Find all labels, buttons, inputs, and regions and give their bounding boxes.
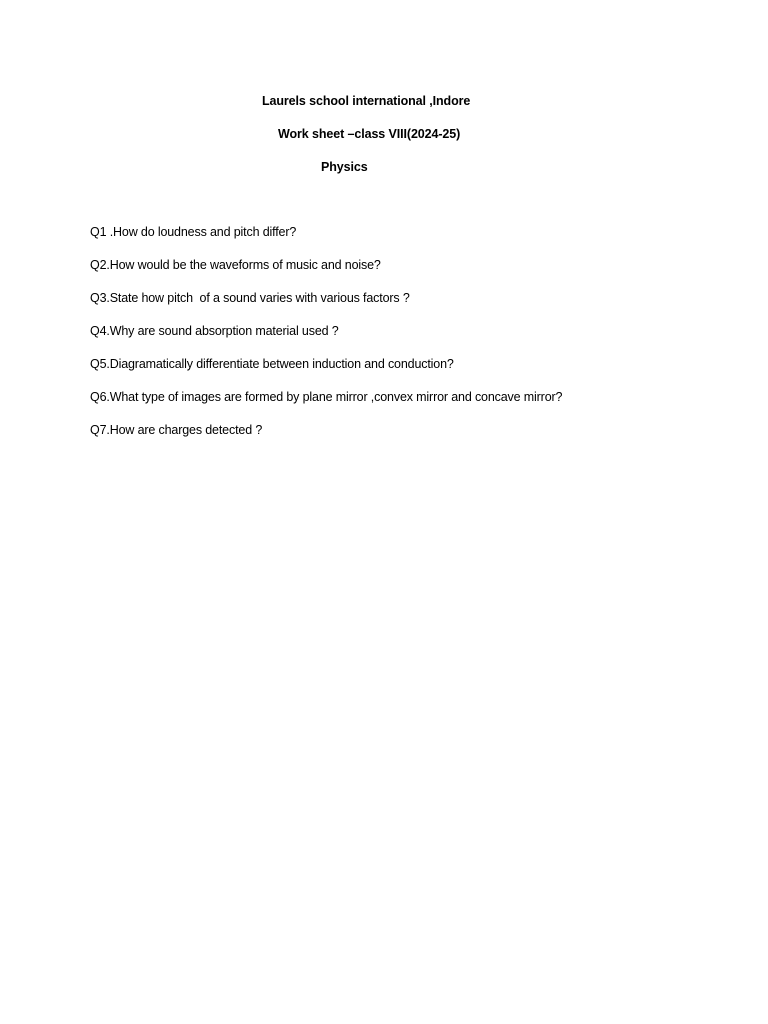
question-list xyxy=(90,225,562,456)
question-2: Q2.How would be the waveforms of music and noise? xyxy=(90,258,381,272)
question-5: Q5.Diagramatically differentiate between induction and conduction? xyxy=(90,357,454,371)
question-1: Q1 .How do loudness and pitch differ? xyxy=(90,225,297,239)
subject-heading: Physics xyxy=(321,160,368,174)
worksheet-title: Work sheet –class VIII(2024-25) xyxy=(278,127,461,141)
question-4: Q4.Why are sound absorption material used ? xyxy=(90,324,339,338)
question-7: Q7.How are charges detected ? xyxy=(90,423,263,437)
question-6: Q6.What type of images are formed by plane mirror ,convex mirror and concave mirror? xyxy=(90,390,563,404)
school-name: Laurels school international ,Indore xyxy=(262,94,471,108)
question-3: Q3.State how pitch of a sound varies with various factors ? xyxy=(90,291,410,305)
